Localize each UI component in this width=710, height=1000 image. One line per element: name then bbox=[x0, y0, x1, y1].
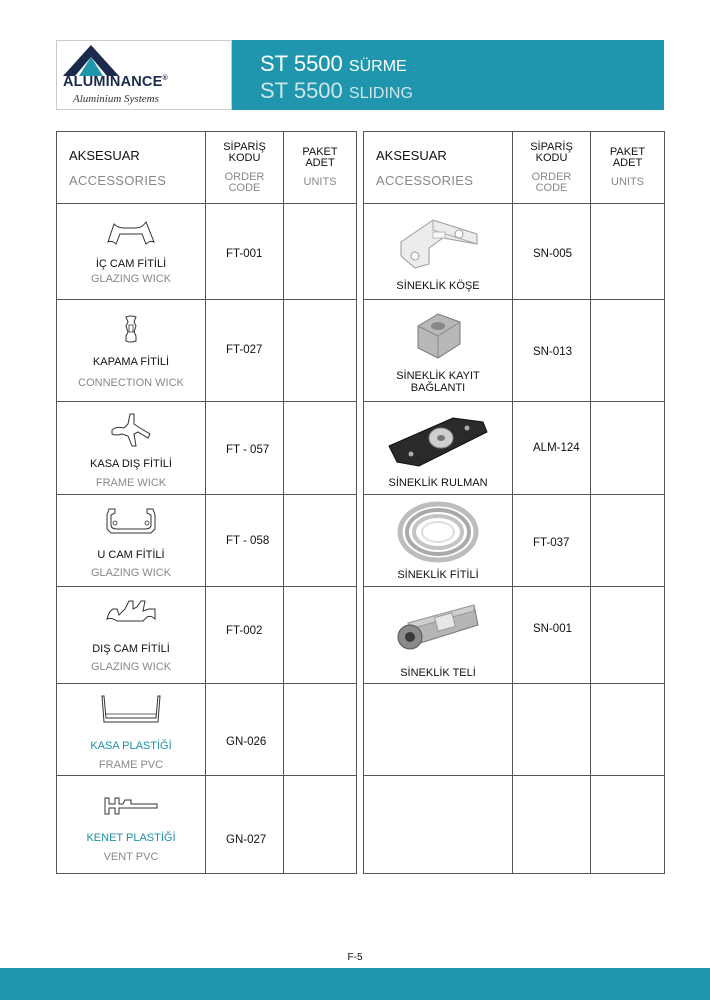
item-name-tr: KASA PLASTİĞİ bbox=[90, 740, 172, 752]
item-name-en: GLAZING WICK bbox=[90, 661, 172, 673]
table-row bbox=[364, 204, 665, 300]
header-order-code: SİPARİŞ KODU ORDER CODE bbox=[513, 132, 591, 204]
header-accessories: AKSESUAR ACCESSORIES bbox=[57, 132, 206, 204]
order-code: FT-037 bbox=[513, 495, 591, 587]
accessories-table-right bbox=[363, 131, 665, 874]
item-name-en: CONNECTION WICK bbox=[78, 377, 184, 389]
units-cell bbox=[284, 402, 357, 495]
table-row bbox=[57, 684, 357, 776]
table-row-empty bbox=[364, 776, 665, 874]
units-cell bbox=[284, 776, 357, 874]
table-row bbox=[57, 300, 357, 402]
brand-tagline: Aluminium Systems bbox=[73, 93, 159, 105]
item-cell bbox=[364, 684, 513, 776]
item-cell bbox=[57, 204, 206, 300]
item-name-tr: SİNEKLİK FİTİLİ bbox=[397, 569, 479, 581]
item-name-tr: İÇ CAM FİTİLİ bbox=[95, 258, 167, 270]
item-cell bbox=[57, 684, 206, 776]
vent-pvc-profile-icon bbox=[101, 794, 161, 818]
units-cell bbox=[284, 204, 357, 300]
item-name-tr: KENET PLASTİĞİ bbox=[86, 832, 176, 844]
order-code: FT - 058 bbox=[206, 495, 284, 587]
title-turkish: ST 5500 SÜRME bbox=[260, 51, 407, 76]
units-cell bbox=[591, 402, 665, 495]
item-cell bbox=[364, 402, 513, 495]
connection-wick-profile-icon bbox=[121, 314, 141, 344]
table-row-empty bbox=[364, 684, 665, 776]
order-code bbox=[513, 684, 591, 776]
units-cell bbox=[284, 587, 357, 684]
item-cell bbox=[57, 776, 206, 874]
frame-wick-profile-icon bbox=[106, 410, 156, 450]
order-code: FT-002 bbox=[206, 587, 284, 684]
order-code: SN-005 bbox=[513, 204, 591, 300]
order-code: GN-026 bbox=[206, 684, 284, 776]
page-number: F-5 bbox=[347, 952, 363, 963]
item-name-en: FRAME WICK bbox=[95, 477, 167, 489]
title-english: ST 5500 SLIDING bbox=[260, 78, 413, 103]
footer-bar bbox=[0, 968, 710, 1000]
u-glazing-wick-profile-icon bbox=[101, 505, 161, 535]
outer-glazing-wick-profile-icon bbox=[103, 597, 159, 627]
item-name-en: GLAZING WICK bbox=[90, 567, 172, 579]
header-units: PAKET ADET UNITS bbox=[591, 132, 665, 204]
table-row bbox=[364, 300, 665, 402]
item-name-tr: SİNEKLİK KAYIT bbox=[396, 370, 480, 382]
table-row bbox=[57, 204, 357, 300]
units-cell bbox=[591, 495, 665, 587]
page-header bbox=[56, 40, 664, 110]
item-cell bbox=[364, 776, 513, 874]
title-banner bbox=[232, 40, 664, 110]
units-cell bbox=[284, 300, 357, 402]
item-cell bbox=[364, 204, 513, 300]
item-cell bbox=[364, 300, 513, 402]
item-cell bbox=[57, 402, 206, 495]
screen-connector-icon bbox=[408, 308, 468, 364]
order-code: GN-027 bbox=[206, 776, 284, 874]
table-header-row bbox=[364, 132, 665, 204]
frame-pvc-profile-icon bbox=[98, 694, 164, 724]
header-accessories: AKSESUAR ACCESSORIES bbox=[364, 132, 513, 204]
table-row bbox=[364, 402, 665, 495]
item-name-tr: KAPAMA FİTİLİ bbox=[92, 356, 170, 368]
item-cell bbox=[57, 495, 206, 587]
order-code: FT-027 bbox=[206, 300, 284, 402]
screen-mesh-roll-icon bbox=[388, 601, 488, 655]
item-cell bbox=[364, 495, 513, 587]
order-code: SN-001 bbox=[513, 587, 591, 684]
header-units: PAKET ADET UNITS bbox=[284, 132, 357, 204]
table-row bbox=[57, 587, 357, 684]
logo-triangle-icon bbox=[61, 43, 121, 77]
order-code bbox=[513, 776, 591, 874]
table-row bbox=[364, 495, 665, 587]
brand-name: ALUMINANCE® bbox=[63, 74, 168, 90]
screen-corner-icon bbox=[393, 212, 483, 272]
table-row bbox=[57, 776, 357, 874]
table-row bbox=[57, 495, 357, 587]
units-cell bbox=[591, 204, 665, 300]
item-name-tr: SİNEKLİK RULMAN bbox=[388, 477, 488, 489]
item-name-tr: KASA DIŞ FİTİLİ bbox=[90, 458, 172, 470]
item-cell bbox=[57, 300, 206, 402]
screen-wick-coil-icon bbox=[396, 501, 480, 563]
table-row bbox=[57, 402, 357, 495]
units-cell bbox=[591, 684, 665, 776]
item-name-tr: SİNEKLİK TELİ bbox=[400, 667, 476, 679]
item-name-en: FRAME PVC bbox=[98, 759, 164, 771]
order-code: FT - 057 bbox=[206, 402, 284, 495]
units-cell bbox=[591, 776, 665, 874]
order-code: ALM-124 bbox=[513, 402, 591, 495]
item-name-en: VENT PVC bbox=[103, 851, 159, 863]
item-name-tr: SİNEKLİK KÖŞE bbox=[396, 280, 480, 292]
item-cell bbox=[57, 587, 206, 684]
accessories-table-left bbox=[56, 131, 357, 874]
header-order-code: SİPARİŞ KODU ORDER CODE bbox=[206, 132, 284, 204]
units-cell bbox=[591, 300, 665, 402]
units-cell bbox=[591, 587, 665, 684]
item-name-tr-line2: BAĞLANTI bbox=[410, 382, 466, 394]
order-code: FT-001 bbox=[206, 204, 284, 300]
brand-logo bbox=[56, 40, 232, 110]
table-header-row bbox=[57, 132, 357, 204]
item-name-en: GLAZING WICK bbox=[90, 273, 172, 285]
glazing-wick-profile-icon bbox=[104, 218, 158, 248]
item-name-tr: U CAM FİTİLİ bbox=[97, 549, 165, 561]
screen-roller-icon bbox=[383, 412, 493, 470]
table-row bbox=[364, 587, 665, 684]
item-name-tr: DIŞ CAM FİTİLİ bbox=[92, 643, 170, 655]
units-cell bbox=[284, 495, 357, 587]
item-cell bbox=[364, 587, 513, 684]
units-cell bbox=[284, 684, 357, 776]
order-code: SN-013 bbox=[513, 300, 591, 402]
